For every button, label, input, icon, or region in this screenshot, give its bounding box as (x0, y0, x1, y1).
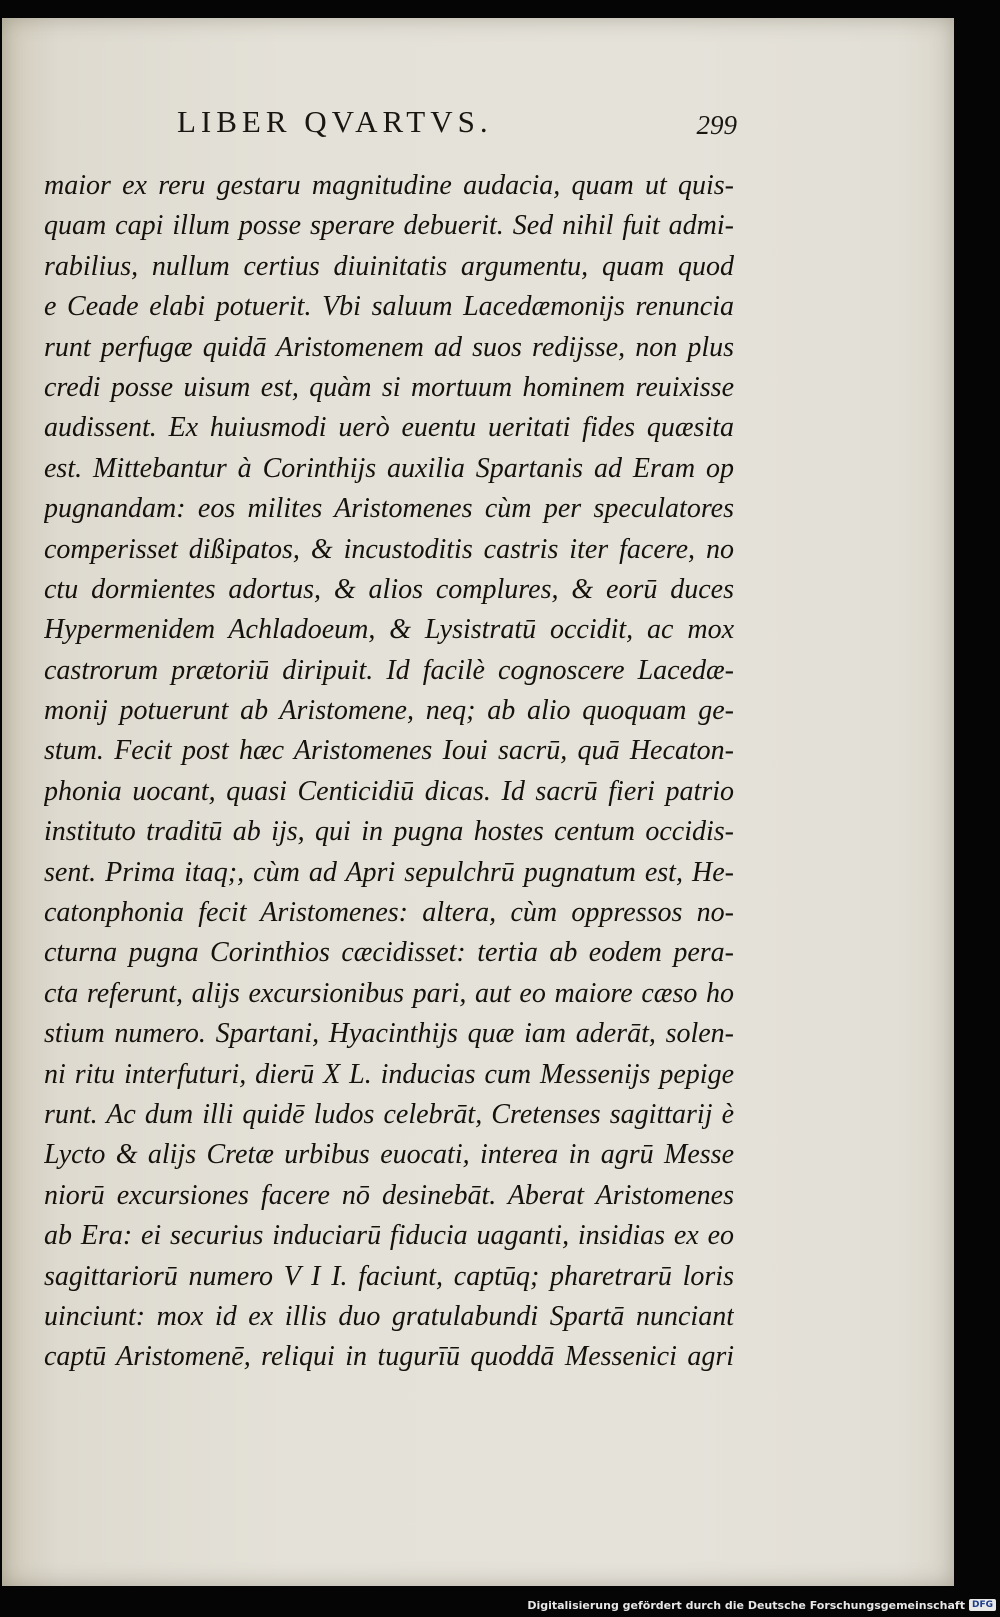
text-line: maior ex reru gestaru magnitudine audacia, quam ut quis- (44, 170, 734, 201)
text-line: cta referunt, alijs excursionibus pari, aut eo maiore cæso ho (44, 977, 734, 1009)
text-line: Hypermenidem Achladoeum, & Lysistratū occidit, ac mox (44, 614, 734, 646)
text-line: pugnandam: eos milites Aristomenes cùm per speculatores (44, 493, 734, 525)
credit-text: Digitalisierung gefördert durch die Deutsche Forschungsgemeinschaft (527, 1598, 965, 1612)
text-line: comperisset dißipatos, & incustoditis castris iter facere, no (44, 533, 734, 565)
text-line: sent. Prima itaq;, cùm ad Apri sepulchrū pugnatum est, He- (44, 856, 734, 888)
dfg-logo-icon: DFG (969, 1599, 996, 1611)
text-line: ab Era: ei securius induciarū fiducia uaganti, insidias ex eo (44, 1220, 734, 1252)
text-line: audissent. Ex huiusmodi uerò euentu ueritati fides quæsita (44, 412, 734, 444)
text-line: stium numero. Spartani, Hyacinthijs quæ iam aderāt, solen- (44, 1018, 734, 1050)
digitization-credit (527, 1595, 996, 1615)
text-line: niorū excursiones facere nō desinebāt. Aberat Aristomenes (44, 1179, 734, 1211)
running-head: LIBER QVARTVS. (177, 104, 493, 139)
text-line: catonphonia fecit Aristomenes: altera, cùm oppressos no- (44, 897, 734, 929)
text-line: castrorum prætoriū diripuit. Id facilè cognoscere Lacedæ- (44, 654, 734, 686)
page-header (177, 104, 737, 154)
text-block (44, 166, 734, 1378)
text-line: runt perfugæ quidā Aristomenem ad suos redijsse, non plus (44, 331, 734, 363)
text-line: ctu dormientes adortus, & alios complures, & eorū duces (44, 573, 734, 605)
page-number: 299 (696, 110, 737, 140)
text-line: rabilius, nullum certius diuinitatis argumentu, quam quod (44, 250, 734, 282)
text-line: cturna pugna Corinthios cæcidisset: tertia ab eodem pera- (44, 937, 734, 969)
text-line: runt. Ac dum illi quidē ludos celebrāt, Cretenses sagittarij è (44, 1098, 734, 1130)
text-line: stum. Fecit post hæc Aristomenes Ioui sacrū, quā Hecaton- (44, 735, 734, 767)
text-line: quam capi illum posse sperare debuerit. Sed nihil fuit admi- (44, 210, 734, 242)
text-line: e Ceade elabi potuerit. Vbi saluum Lacedæmonijs renuncia (44, 291, 734, 323)
text-line: Lycto & alijs Cretæ urbibus euocati, interea in agrū Messe (44, 1139, 734, 1171)
text-line: credi posse uisum est, quàm si mortuum hominem reuixisse (44, 371, 734, 403)
text-line: captū Aristomenē, reliqui in tugurīū quoddā Messenici agri (44, 1341, 734, 1373)
text-line: est. Mittebantur à Corinthijs auxilia Spartanis ad Eram op (44, 452, 734, 484)
text-line: ni ritu interfuturi, dierū X L. inducias cum Messenijs pepige (44, 1058, 734, 1090)
text-line: sagittariorū numero V I I. faciunt, captūq; pharetrarū loris (44, 1260, 734, 1292)
text-line: instituto traditū ab ijs, qui in pugna hostes centum occidis- (44, 816, 734, 848)
text-line: phonia uocant, quasi Centicidiū dicas. Id sacrū fieri patrio (44, 775, 734, 807)
text-line: uinciunt: mox id ex illis duo gratulabundi Spartā nunciant (44, 1300, 734, 1332)
book-page (2, 18, 954, 1586)
text-line: monij potuerunt ab Aristomene, neq; ab alio quoquam ge- (44, 695, 734, 727)
